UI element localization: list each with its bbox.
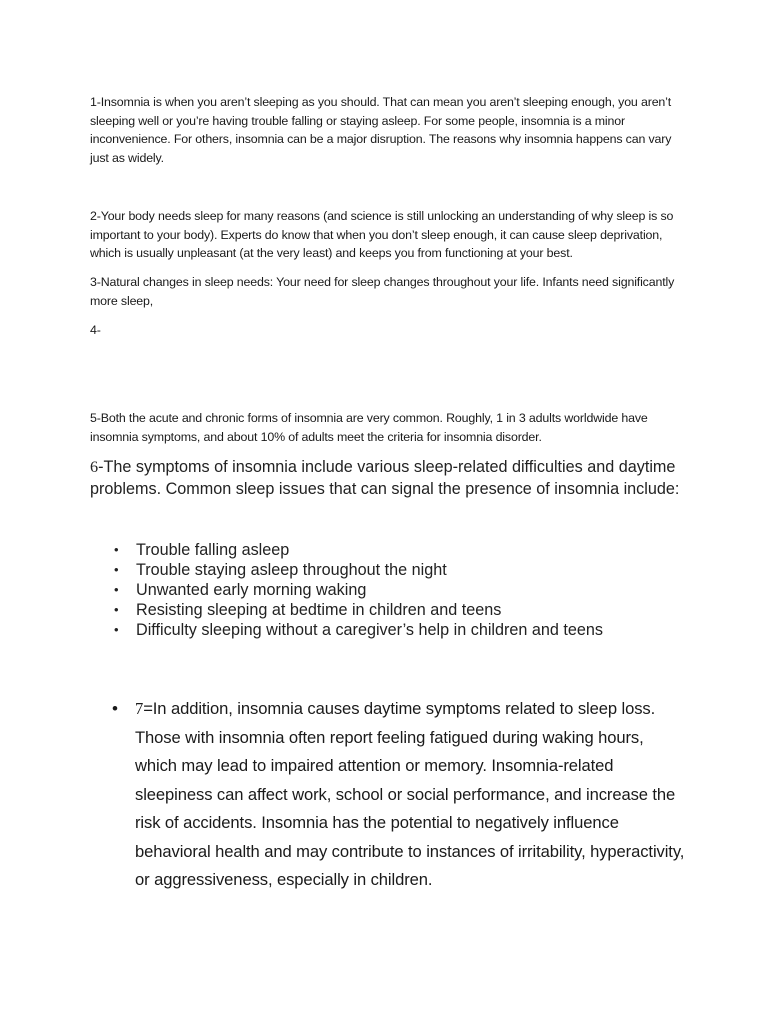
paragraph-6-number: 6 xyxy=(90,458,99,476)
paragraph-6 xyxy=(90,456,690,500)
bullet-icon: • xyxy=(114,602,119,617)
paragraph-4: 4- xyxy=(90,323,101,337)
list-item xyxy=(90,620,710,640)
list-item-text: Trouble falling asleep xyxy=(136,541,290,559)
list-item-text: Unwanted early morning waking xyxy=(136,581,367,599)
list-item xyxy=(90,540,710,560)
paragraph-7-text: =In addition, insomnia causes daytime symptoms related to sleep loss. Those with insomnia often report feeling fatigued during waking hours, which may lead to impaired attention or memory. Insomnia-related sleepiness can affect work, school or social performance, and increase the risk of accidents. Insomnia has the potential to negatively influence behavioral health and may contribute to instances of irritability, hyperactivity, or aggressiveness, especially in children. xyxy=(135,699,685,889)
list-item xyxy=(90,560,710,580)
paragraph-2: 2-Your body needs sleep for many reasons (and science is still unlocking an understanding of why sleep is so important to your body). Experts do know that when you don’t sleep enough, it can cause sleep deprivation, which is usually unpleasant (at the very least) and keeps you from functioning at your best. xyxy=(90,209,674,261)
paragraph-5: 5-Both the acute and chronic forms of insomnia are very common. Roughly, 1 in 3 adults worldwide have insomnia symptoms, and about 10% of adults meet the criteria for insomnia disorder. xyxy=(90,411,648,444)
paragraph-7-body xyxy=(135,695,690,895)
paragraph-6-text: -The symptoms of insomnia include various sleep-related difficulties and daytime problems. Common sleep issues that can signal the presence of insomnia include: xyxy=(90,458,680,498)
bullet-icon: • xyxy=(114,622,119,637)
list-item xyxy=(90,580,710,600)
paragraph-7-number: 7 xyxy=(135,699,144,718)
list-item xyxy=(90,600,710,620)
paragraph-7 xyxy=(90,695,690,895)
bullet-icon: • xyxy=(114,582,119,597)
bullet-icon: • xyxy=(114,542,119,557)
list-item-text: Trouble staying asleep throughout the night xyxy=(136,561,447,579)
list-item-text: Difficulty sleeping without a caregiver’s help in children and teens xyxy=(136,621,604,639)
bullet-icon: • xyxy=(114,562,119,577)
bullet-icon: • xyxy=(112,699,118,718)
paragraph-1: 1-Insomnia is when you aren’t sleeping as you should. That can mean you aren’t sleeping enough, you aren’t sleeping well or you’re having trouble falling or staying asleep. For some people, insomnia is a minor inconvenience. For others, insomnia can be a major disruption. The reasons why insomnia happens can vary just as widely. xyxy=(90,95,672,165)
paragraph-3: 3-Natural changes in sleep needs: Your need for sleep changes throughout your life. Infants need significantly more sleep, xyxy=(90,275,675,308)
list-item-text: Resisting sleeping at bedtime in children and teens xyxy=(136,601,502,619)
symptom-list xyxy=(90,540,710,640)
